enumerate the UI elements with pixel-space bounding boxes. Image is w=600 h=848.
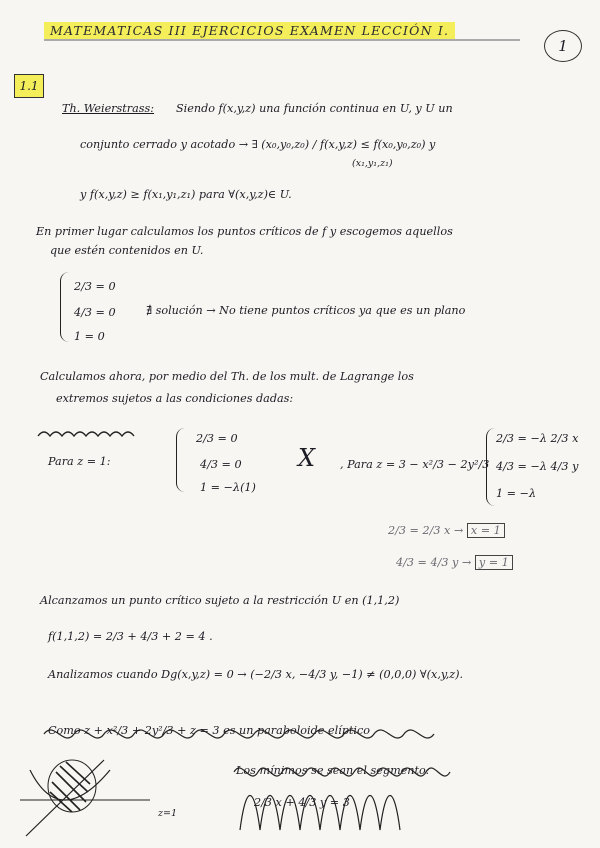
para2-line-2: extremos sujetos a las condiciones dadas: bbox=[56, 392, 294, 405]
system1-eq-1: 2/3 = 0 bbox=[74, 280, 116, 293]
theorem-line-3: y f(x,y,z) ≥ f(x₁,y₁,z₁) para ∀(x,y,z)∈ U. bbox=[80, 188, 292, 201]
case2-label: , Para z = 3 − x²/3 − 2y²/3 bbox=[340, 458, 490, 471]
result-y-box: y = 1 bbox=[475, 555, 513, 570]
page-header-title: MATEMATICAS III EJERCICIOS EXAMEN LECCIÓN I. bbox=[44, 22, 455, 39]
loop-strike-2 bbox=[234, 768, 450, 776]
struck-line-1: Como z + x²/3 + 2y²/3 + z = 3 es un paraboloide elíptico bbox=[48, 724, 370, 737]
system1-note: ∄ solución → No tiene puntos críticos ya que es un plano bbox=[146, 304, 466, 317]
result-x-box: x = 1 bbox=[467, 523, 505, 538]
system1-eq-3: 1 = 0 bbox=[74, 330, 105, 343]
theorem-line-2: conjunto cerrado y acotado → ∃ (x₀,y₀,z₀) / f(x,y,z) ≤ f(x₀,y₀,z₀) y bbox=[80, 138, 436, 151]
loop-strike-3 bbox=[240, 796, 400, 831]
case2-eq-3: 1 = −λ bbox=[496, 487, 537, 500]
case1-cross: X bbox=[298, 444, 316, 472]
struck-line-2: Los mínimos se sean el segmento: bbox=[236, 764, 430, 777]
page-number: 1 bbox=[544, 30, 582, 62]
para1-line-2: que estén contenidos en U. bbox=[50, 244, 204, 257]
case1-eq-3: 1 = −λ(1) bbox=[200, 481, 256, 494]
case1-eq-1: 2/3 = 0 bbox=[196, 432, 238, 445]
case2-eq-2: 4/3 = −λ 4/3 y bbox=[496, 460, 579, 473]
result-x-left: 2/3 = 2/3 x → bbox=[388, 524, 467, 537]
system1-eq-2: 4/3 = 0 bbox=[74, 306, 116, 319]
sketch-label: z=1 bbox=[158, 808, 178, 819]
para1-line-1: En primer lugar calculamos los puntos críticos de f y escogemos aquellos bbox=[36, 225, 453, 238]
theorem-name: Th. Weierstrass: bbox=[62, 102, 155, 115]
case2-eq-1: 2/3 = −λ 2/3 x bbox=[496, 432, 579, 445]
loop-strike-1 bbox=[44, 730, 434, 738]
paraboloid-sketch bbox=[20, 760, 150, 836]
para3-line-2: f(1,1,2) = 2/3 + 4/3 + 2 = 4 . bbox=[48, 630, 213, 643]
struck-line-3: 2/3 x + 4/3 y = 3 bbox=[254, 796, 350, 809]
para3-line-3: Analizamos cuando Dg(x,y,z) = 0 → (−2/3 x, −4/3 y, −1) ≠ (0,0,0) ∀(x,y,z). bbox=[48, 668, 464, 681]
case1-label: Para z = 1: bbox=[48, 455, 111, 468]
theorem-line-1: Siendo f(x,y,z) una función continua en U, y U un bbox=[176, 102, 453, 115]
scribble-strikeout bbox=[38, 432, 134, 436]
case1-eq-2: 4/3 = 0 bbox=[200, 458, 242, 471]
theorem-line-2-sub: (x₁,y₁,z₁) bbox=[352, 158, 393, 169]
para3-line-1: Alcanzamos un punto crítico sujeto a la restricción U en (1,1,2) bbox=[40, 594, 400, 607]
result-y-left: 4/3 = 4/3 y → bbox=[396, 556, 475, 569]
para2-line-1: Calculamos ahora, por medio del Th. de los mult. de Lagrange los bbox=[40, 370, 414, 383]
exercise-number: 1.1 bbox=[14, 74, 44, 98]
